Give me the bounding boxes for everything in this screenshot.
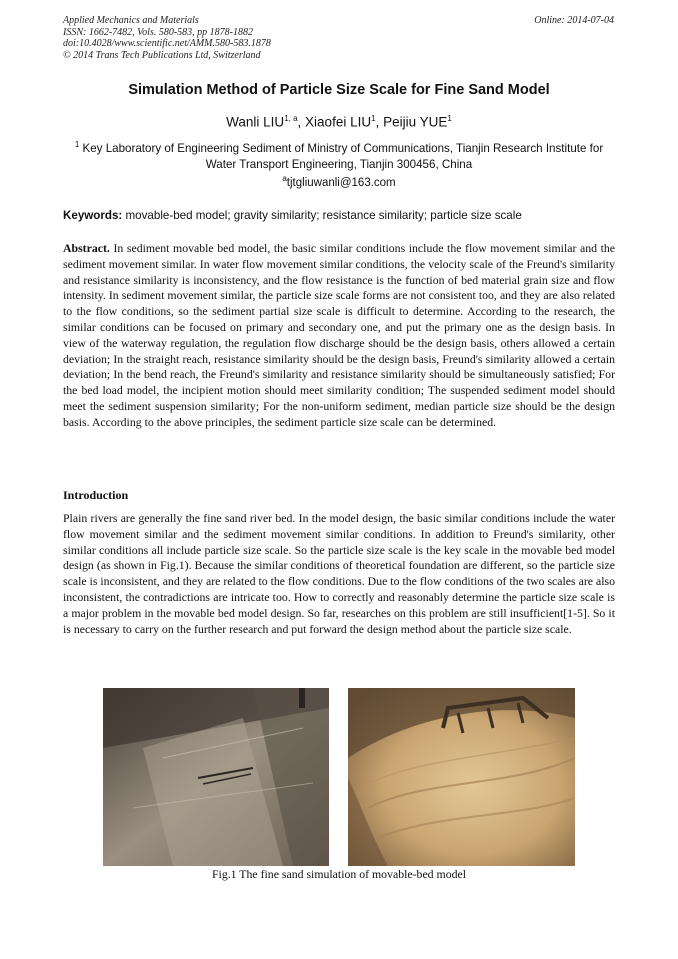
online-date: Online: 2014-07-04 [534,15,614,26]
affiliation-text: Key Laboratory of Engineering Sediment of Ministry of Communications, Tianjin Research Institute for Water Transport Engineering, Tianjin 300456, China [82,141,604,171]
author-name: Peijiu YUE [383,114,448,130]
affiliation-superscript: 1 [74,140,80,149]
keywords-text: movable-bed model; gravity similarity; resistance similarity; particle size scale [125,209,522,222]
flume-photo [103,688,329,866]
author-superscript: 1 [447,114,452,123]
issn-line: ISSN: 1662-7482, Vols. 580-583, pp 1878-1882 [63,26,253,38]
copyright-line: © 2014 Trans Tech Publications Ltd, Switzerland [63,49,261,61]
email-superscript: a [282,174,287,183]
journal-name: Applied Mechanics and Materials [63,15,199,26]
abstract-text: In sediment movable bed model, the basic similar conditions include the flow movement similar and the sediment movement similar. In water flow movement similar conditions, the velocity scale of the Freund's similarity and resistance similarity is inconsistency, and the flow resistance is the function of bed material grain size and flow intensity. In sediment movement similar, the particle size scale forms are not consistent too, and they are also related to the flow conditions, so the sediment partial size scale is difficult to determine. According to the research, the similar conditions can be focused on primary and secondary one, and put the primary one as the design basis. In view of the waterway regulation, the regulation flow discharge should be the design basis, others allowed a certain deviation; In the straight reach, resistance similarity should be the design basis, Freund's similarity allowed a certain deviation; In the bend reach, the Freund's similarity and resistance similarity should be simultaneously satisfied; For the bed load model, the incipient motion should meet similarity condition; The suspended sediment model should meet the sediment suspension similarity; For the non-uniform sediment, median particle size should be the design basis. According to the above principles, the sediment particle size scale can be determined. [63,241,616,429]
affiliation [63,137,615,173]
flume-photo-drawing [103,688,329,866]
author-list: Wanli LIU$^{1, a}$, Xiaofei LIU$^1$, Peijiu YUE$^1$ [226,114,452,130]
introduction-paragraph: Plain rivers are generally the fine sand river bed. In the model design, the basic similar conditions include the water flow movement similar and the sediment movement similar conditions. In addition to Freund's similarity, other similar conditions all include particle size scale. So the particle size scale is the key scale in the movable bed model design (as shown in Fig.1). Because the similar conditions of theoretical foundation are different, so the particle size scale is inconsistent, and they are related to the flow conditions. Due to the flow conditions of the two scales are also inconsistent, the contradictions are intricate too. How to correctly and reasonably determine the particle size scale is a major problem in the movable bed model design. So far, researches on this problem are still insufficient[1-5]. So it is necessary to carry on the further research and put forward the design method about the particle size scale. [63,511,615,636]
keywords-label: Keywords: [63,209,123,222]
email-address: tjtgliuwanli@163.com [286,176,396,189]
figure-caption: Fig.1 The fine sand simulation of movable-bed model [211,867,467,881]
section-heading: Introduction [63,488,129,502]
author-superscript: 1, a [284,114,298,123]
journal-header [63,15,271,61]
abstract [63,241,615,431]
sand-bed-photo-drawing [348,688,575,866]
author-email [63,174,615,189]
doi-line: doi:10.4028/www.scientific.net/AMM.580-583.1878 [63,38,271,49]
author-name: Xiaofei LIU [305,114,372,130]
abstract-label: Abstract. [63,241,110,255]
author-superscript: 1 [371,114,376,123]
keywords [63,209,615,222]
paper-title: Simulation Method of Particle Size Scale for Fine Sand Model [128,82,550,98]
online-date-header [534,15,614,27]
author-name: Wanli LIU [226,114,285,130]
sand-bed-photo [348,688,575,866]
